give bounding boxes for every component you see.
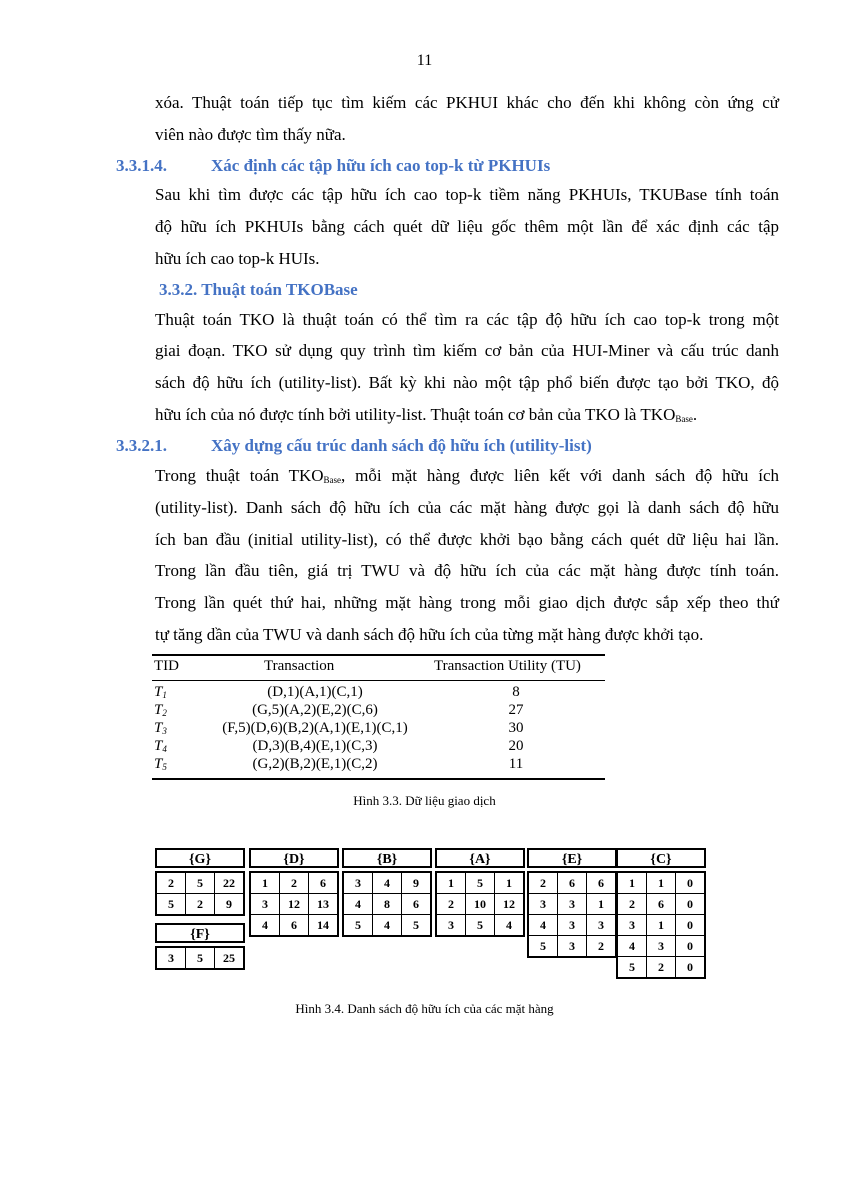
utility-list-title: {B} <box>342 848 432 868</box>
utility-list-table <box>249 871 339 937</box>
table-cell: 8 <box>373 894 402 915</box>
table-cell: 2 <box>587 936 617 958</box>
table-cell: 1 <box>647 872 676 894</box>
table-cell: 1 <box>436 872 466 894</box>
utility-list-title: {D} <box>249 848 339 868</box>
table-cell-transaction: (D,3)(B,4)(E,1)(C,3) <box>252 738 378 754</box>
table-cell: 22 <box>215 872 245 894</box>
table-cell-tid: $T_1$ <box>154 684 167 700</box>
table-cell-transaction: (D,1)(A,1)(C,1) <box>267 684 363 700</box>
table-cell: 0 <box>676 936 706 957</box>
table-cell: 1 <box>250 872 280 894</box>
table-row <box>250 915 338 937</box>
figure-caption: Hình 3.4. Danh sách độ hữu ích của các mặt hàng <box>295 1001 554 1016</box>
table-cell-tid: $T_2$ <box>154 702 167 718</box>
table-row <box>436 915 524 937</box>
table-cell: 3 <box>436 915 466 937</box>
utility-list <box>249 848 339 937</box>
table-cell: 0 <box>676 915 706 936</box>
table-cell-transaction: (G,5)(A,2)(E,2)(C,6) <box>252 702 378 718</box>
table-row <box>436 894 524 915</box>
paragraph-line: Trong lần quét thứ hai, những mặt hàng trong mỗi giao dịch được sắp xếp theo thứ <box>155 593 779 612</box>
table-row <box>156 872 244 894</box>
paragraph-line: ích ban đầu (initial utility-list), có thể được khởi bạo bằng cách quét dữ liệu hai lần. <box>155 530 779 549</box>
table-header: Transaction <box>264 658 335 674</box>
table-cell: 3 <box>558 915 587 936</box>
table-cell: 1 <box>617 872 647 894</box>
table-cell: 6 <box>587 872 617 894</box>
table-cell: 12 <box>280 894 309 915</box>
table-cell-tid: $T_3$ <box>154 720 167 736</box>
section-heading: 3.3.2. Thuật toán TKOBase <box>159 280 358 299</box>
table-cell-transaction: (G,2)(B,2)(E,1)(C,2) <box>252 756 378 772</box>
table-row <box>250 894 338 915</box>
table-cell: 5 <box>156 894 186 916</box>
table-cell: 4 <box>343 894 373 915</box>
table-cell: 5 <box>466 872 495 894</box>
table-row <box>617 894 705 915</box>
paragraph-line: Trong lần đầu tiên, giá trị TWU và độ hữu ích của các mặt hàng được tính toán. <box>155 561 779 580</box>
table-cell: 3 <box>156 947 186 969</box>
table-cell: 1 <box>647 915 676 936</box>
table-cell-tid: $T_4$ <box>154 738 167 754</box>
table-cell: 2 <box>647 957 676 979</box>
paragraph-line: viên nào được tìm thấy nữa. <box>155 125 346 144</box>
table-row <box>343 894 431 915</box>
utility-list <box>616 848 706 979</box>
table-header: TID <box>154 658 179 674</box>
figure-caption: Hình 3.3. Dữ liệu giao dịch <box>353 793 496 808</box>
table-cell-tid: $T_5$ <box>154 756 167 772</box>
paragraph-line: (utility-list). Danh sách độ hữu ích của các mặt hàng được gọi là danh sách độ hữu <box>155 498 779 517</box>
table-cell-transaction: (F,5)(D,6)(B,2)(A,1)(E,1)(C,1) <box>222 720 408 736</box>
utility-list-title: {F} <box>155 923 245 943</box>
utility-list-title: {A} <box>435 848 525 868</box>
table-cell-tu: 30 <box>508 720 524 736</box>
table-row <box>528 915 616 936</box>
table-row <box>617 915 705 936</box>
table-cell: 0 <box>676 957 706 979</box>
table-cell: 3 <box>343 872 373 894</box>
table-cell: 9 <box>402 872 432 894</box>
table-row <box>343 872 431 894</box>
table-cell: 3 <box>647 936 676 957</box>
table-cell: 2 <box>186 894 215 916</box>
section-number: 3.3.2.1. <box>116 436 167 455</box>
table-cell: 5 <box>466 915 495 937</box>
utility-list-title: {G} <box>155 848 245 868</box>
table-cell: 5 <box>186 872 215 894</box>
paragraph-line: hữu ích của nó được tính bởi utility-list. Thuật toán cơ bản của TKO là $TKO_{Base}$. <box>155 405 698 424</box>
table-cell: 6 <box>309 872 339 894</box>
table-cell: 2 <box>436 894 466 915</box>
table-cell: 1 <box>587 894 617 915</box>
table-cell: 3 <box>587 915 617 936</box>
page-number: 11 <box>416 52 433 69</box>
table-row <box>617 872 705 894</box>
paragraph-line: tự tăng dần của TWU và danh sách độ hữu ích của từng mặt hàng được khởi tạo. <box>155 625 704 644</box>
utility-list <box>342 848 432 937</box>
table-cell: 2 <box>280 872 309 894</box>
utility-list <box>435 848 525 937</box>
table-cell: 3 <box>250 894 280 915</box>
paragraph-line: hữu ích cao top-k HUIs. <box>155 249 320 268</box>
table-cell: 13 <box>309 894 339 915</box>
table-cell-tu: 20 <box>508 738 524 754</box>
utility-list-table <box>155 871 245 916</box>
table-cell: 5 <box>617 957 647 979</box>
table-row <box>617 936 705 957</box>
table-cell: 2 <box>617 894 647 915</box>
table-row <box>156 947 244 969</box>
utility-list-title: {E} <box>527 848 617 868</box>
paragraph-line: Trong thuật toán $TKO_{Base}$, mỗi mặt hàng được liên kết với danh sách độ hữu ích <box>155 466 779 485</box>
table-row <box>617 957 705 979</box>
utility-list <box>155 923 245 970</box>
table-cell: 1 <box>495 872 525 894</box>
table-cell: 6 <box>280 915 309 937</box>
section-heading: Xây dựng cấu trúc danh sách độ hữu ích (utility-list) <box>211 436 592 455</box>
table-cell: 0 <box>676 894 706 915</box>
table-cell: 0 <box>676 872 706 894</box>
table-cell: 12 <box>495 894 525 915</box>
table-cell: 3 <box>528 894 558 915</box>
table-row <box>528 894 616 915</box>
paragraph-line: Thuật toán TKO là thuật toán có thể tìm ra các tập độ hữu ích cao top-k trong một <box>155 310 779 329</box>
utility-list-table <box>342 871 432 937</box>
utility-list <box>155 848 245 916</box>
table-cell: 4 <box>373 872 402 894</box>
utility-list-table <box>527 871 617 958</box>
table-row <box>250 872 338 894</box>
section-number: 3.3.1.4. <box>116 156 167 175</box>
table-cell: 10 <box>466 894 495 915</box>
table-cell: 4 <box>528 915 558 936</box>
table-header: Transaction Utility (TU) <box>434 658 581 674</box>
table-row <box>156 894 244 916</box>
table-row <box>436 872 524 894</box>
table-cell: 3 <box>617 915 647 936</box>
table-cell: 9 <box>215 894 245 916</box>
table-cell: 6 <box>558 872 587 894</box>
table-cell: 3 <box>558 894 587 915</box>
utility-list-table <box>155 946 245 970</box>
table-cell-tu: 11 <box>508 756 524 772</box>
section-heading: Xác định các tập hữu ích cao top-k từ PKHUIs <box>211 156 551 175</box>
table-cell: 5 <box>402 915 432 937</box>
utility-list <box>527 848 617 958</box>
table-cell: 2 <box>528 872 558 894</box>
table-cell: 5 <box>343 915 373 937</box>
paragraph-line: sách độ hữu ích (utility-list). Bất kỳ khi nào một tập phổ biến được tạo bởi TKO, độ <box>155 373 779 392</box>
table-cell-tu: 27 <box>508 702 524 718</box>
paragraph-line: xóa. Thuật toán tiếp tục tìm kiếm các PKHUI khác cho đến khi không còn ứng cử <box>155 93 779 112</box>
table-cell: 5 <box>528 936 558 958</box>
paragraph-line: giai đoạn. TKO sử dụng quy trình tìm kiếm cơ bản của HUI-Miner và cấu trúc danh <box>155 341 779 360</box>
utility-list-table <box>616 871 706 979</box>
utility-list-title: {C} <box>616 848 706 868</box>
table-cell: 4 <box>495 915 525 937</box>
table-cell: 6 <box>647 894 676 915</box>
table-cell: 4 <box>617 936 647 957</box>
table-cell: 6 <box>402 894 432 915</box>
table-cell: 25 <box>215 947 245 969</box>
utility-list-table <box>435 871 525 937</box>
paragraph-line: Sau khi tìm được các tập hữu ích cao top-k tiềm năng PKHUIs, TKUBase tính toán <box>155 185 779 204</box>
table-cell: 5 <box>186 947 215 969</box>
table-row <box>343 915 431 937</box>
table-cell: 2 <box>156 872 186 894</box>
paragraph-line: độ hữu ích PKHUIs bằng cách quét dữ liệu gốc thêm một lần để xác định các tập <box>155 217 779 236</box>
table-cell: 14 <box>309 915 339 937</box>
table-cell-tu: 8 <box>512 684 520 700</box>
table-row <box>528 872 616 894</box>
table-cell: 3 <box>558 936 587 958</box>
table-cell: 4 <box>250 915 280 937</box>
table-row <box>528 936 616 958</box>
table-cell: 4 <box>373 915 402 937</box>
